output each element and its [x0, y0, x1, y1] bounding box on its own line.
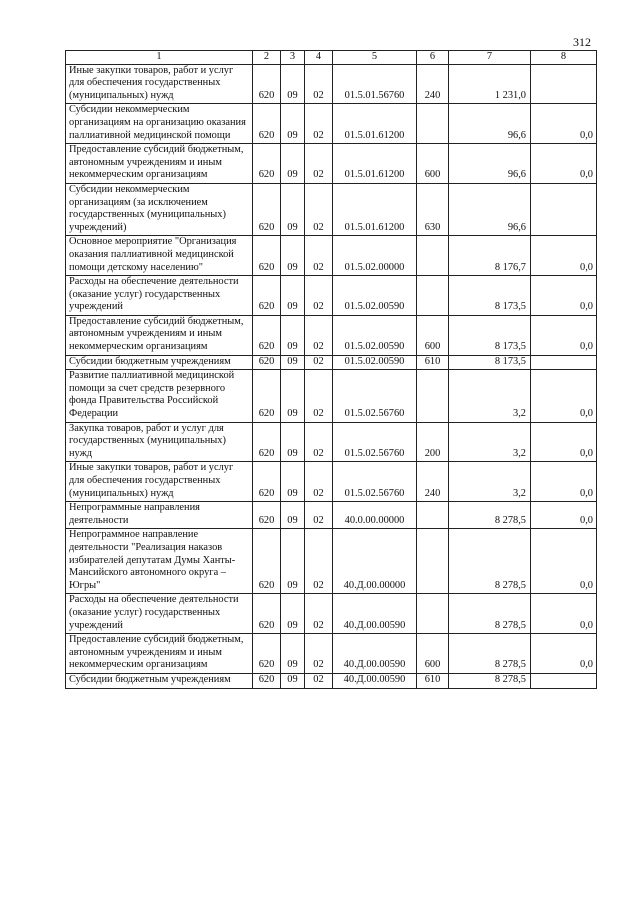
cell-code-subsection: 02 [305, 370, 333, 422]
col-header-8: 8 [531, 51, 597, 65]
cell-code-subsection: 02 [305, 355, 333, 370]
cell-code-admin: 620 [253, 502, 281, 529]
cell-code-target: 01.5.01.61200 [333, 183, 417, 235]
row-name: Непрограммное направление деятельности "Реализация наказов избирателей депутатам Думы Ханты-Мансийского автономного округа – Югры" [66, 529, 253, 594]
cell-amount: 8 173,5 [449, 315, 531, 355]
cell-amount-2: 0,0 [531, 370, 597, 422]
cell-code-subsection: 02 [305, 422, 333, 462]
cell-code-expense-type: 240 [417, 462, 449, 502]
cell-code-subsection: 02 [305, 144, 333, 184]
row-name: Основное мероприятие "Организация оказания паллиативной медицинской помощи детскому населению" [66, 236, 253, 276]
cell-code-subsection: 02 [305, 64, 333, 104]
cell-code-admin: 620 [253, 64, 281, 104]
col-header-1: 1 [66, 51, 253, 65]
cell-code-target: 01.5.01.61200 [333, 144, 417, 184]
cell-code-target: 40.Д.00.00590 [333, 634, 417, 674]
cell-code-target: 40.Д.00.00590 [333, 673, 417, 688]
table-row [66, 64, 597, 104]
cell-amount: 8 173,5 [449, 276, 531, 316]
cell-code-target: 01.5.02.00000 [333, 236, 417, 276]
cell-code-section: 09 [281, 370, 305, 422]
cell-code-subsection: 02 [305, 183, 333, 235]
row-name: Расходы на обеспечение деятельности (оказание услуг) государственных учреждений [66, 594, 253, 634]
cell-code-expense-type [417, 502, 449, 529]
cell-code-admin: 620 [253, 370, 281, 422]
cell-code-subsection: 02 [305, 236, 333, 276]
table-row [66, 144, 597, 184]
cell-code-expense-type [417, 104, 449, 144]
cell-code-subsection: 02 [305, 276, 333, 316]
cell-code-target: 40.Д.00.00590 [333, 594, 417, 634]
cell-code-expense-type: 610 [417, 355, 449, 370]
row-name: Субсидии некоммерческим организациям на организацию оказания паллиативной медицинской помощи [66, 104, 253, 144]
cell-code-admin: 620 [253, 355, 281, 370]
cell-amount-2: 0,0 [531, 144, 597, 184]
col-header-7: 7 [449, 51, 531, 65]
row-name: Непрограммные направления деятельности [66, 502, 253, 529]
cell-amount-2: 0,0 [531, 104, 597, 144]
cell-amount-2 [531, 673, 597, 688]
table-row [66, 355, 597, 370]
cell-code-section: 09 [281, 104, 305, 144]
cell-code-subsection: 02 [305, 462, 333, 502]
row-name: Закупка товаров, работ и услуг для государственных (муниципальных) нужд [66, 422, 253, 462]
table-row [66, 502, 597, 529]
cell-amount-2: 0,0 [531, 236, 597, 276]
cell-code-admin: 620 [253, 276, 281, 316]
cell-code-section: 09 [281, 502, 305, 529]
row-name: Развитие паллиативной медицинской помощи за счет средств резервного фонда Правительства Российской Федерации [66, 370, 253, 422]
cell-code-expense-type: 610 [417, 673, 449, 688]
col-header-6: 6 [417, 51, 449, 65]
cell-amount: 8 278,5 [449, 502, 531, 529]
cell-code-admin: 620 [253, 529, 281, 594]
cell-code-target: 01.5.01.56760 [333, 64, 417, 104]
cell-code-subsection: 02 [305, 594, 333, 634]
row-name: Субсидии бюджетным учреждениям [66, 673, 253, 688]
table-row [66, 183, 597, 235]
table-row [66, 276, 597, 316]
cell-code-expense-type [417, 529, 449, 594]
cell-amount-2: 0,0 [531, 529, 597, 594]
cell-code-target: 01.5.02.56760 [333, 370, 417, 422]
cell-code-subsection: 02 [305, 502, 333, 529]
cell-code-section: 09 [281, 673, 305, 688]
cell-amount: 3,2 [449, 370, 531, 422]
table-row [66, 370, 597, 422]
cell-code-subsection: 02 [305, 104, 333, 144]
cell-amount: 96,6 [449, 104, 531, 144]
cell-amount: 96,6 [449, 183, 531, 235]
table-row [66, 529, 597, 594]
cell-code-section: 09 [281, 315, 305, 355]
cell-amount-2: 0,0 [531, 634, 597, 674]
cell-code-subsection: 02 [305, 634, 333, 674]
col-header-5: 5 [333, 51, 417, 65]
cell-code-target: 01.5.02.00590 [333, 276, 417, 316]
cell-amount-2: 0,0 [531, 462, 597, 502]
cell-code-admin: 620 [253, 422, 281, 462]
table-row [66, 462, 597, 502]
cell-code-expense-type [417, 236, 449, 276]
cell-amount-2: 0,0 [531, 315, 597, 355]
cell-amount: 8 278,5 [449, 594, 531, 634]
cell-code-admin: 620 [253, 315, 281, 355]
col-header-2: 2 [253, 51, 281, 65]
cell-code-expense-type [417, 594, 449, 634]
cell-code-admin: 620 [253, 594, 281, 634]
cell-code-section: 09 [281, 529, 305, 594]
cell-code-expense-type: 240 [417, 64, 449, 104]
cell-code-subsection: 02 [305, 673, 333, 688]
cell-code-admin: 620 [253, 144, 281, 184]
cell-code-expense-type: 600 [417, 144, 449, 184]
cell-amount: 8 176,7 [449, 236, 531, 276]
cell-code-admin: 620 [253, 104, 281, 144]
cell-code-target: 01.5.02.56760 [333, 422, 417, 462]
cell-code-section: 09 [281, 594, 305, 634]
cell-code-admin: 620 [253, 236, 281, 276]
cell-amount: 3,2 [449, 462, 531, 502]
row-name: Предоставление субсидий бюджетным, автономным учреждениям и иным некоммерческим организациям [66, 634, 253, 674]
cell-code-expense-type: 200 [417, 422, 449, 462]
cell-amount: 8 278,5 [449, 634, 531, 674]
cell-code-target: 40.Д.00.00000 [333, 529, 417, 594]
row-name: Расходы на обеспечение деятельности (оказание услуг) государственных учреждений [66, 276, 253, 316]
cell-amount-2: 0,0 [531, 276, 597, 316]
cell-code-admin: 620 [253, 183, 281, 235]
cell-amount-2: 0,0 [531, 422, 597, 462]
table-row [66, 422, 597, 462]
cell-code-section: 09 [281, 462, 305, 502]
cell-amount: 3,2 [449, 422, 531, 462]
cell-code-section: 09 [281, 276, 305, 316]
cell-code-target: 01.5.02.00590 [333, 315, 417, 355]
table-row [66, 236, 597, 276]
cell-code-target: 01.5.01.61200 [333, 104, 417, 144]
cell-amount: 8 278,5 [449, 529, 531, 594]
cell-amount-2: 0,0 [531, 502, 597, 529]
cell-code-expense-type [417, 370, 449, 422]
cell-code-section: 09 [281, 355, 305, 370]
cell-code-section: 09 [281, 422, 305, 462]
cell-code-expense-type: 600 [417, 634, 449, 674]
cell-code-admin: 620 [253, 673, 281, 688]
row-name: Иные закупки товаров, работ и услуг для обеспечения государственных (муниципальных) нужд [66, 64, 253, 104]
budget-table [65, 50, 597, 689]
cell-code-section: 09 [281, 64, 305, 104]
row-name: Предоставление субсидий бюджетным, автономным учреждениям и иным некоммерческим организациям [66, 315, 253, 355]
cell-code-section: 09 [281, 144, 305, 184]
cell-amount-2: 0,0 [531, 594, 597, 634]
row-name: Субсидии бюджетным учреждениям [66, 355, 253, 370]
cell-amount-2 [531, 64, 597, 104]
col-header-4: 4 [305, 51, 333, 65]
cell-code-section: 09 [281, 183, 305, 235]
cell-amount-2 [531, 355, 597, 370]
cell-code-expense-type [417, 276, 449, 316]
cell-amount: 8 173,5 [449, 355, 531, 370]
cell-code-section: 09 [281, 236, 305, 276]
col-header-3: 3 [281, 51, 305, 65]
cell-code-expense-type: 600 [417, 315, 449, 355]
cell-amount-2 [531, 183, 597, 235]
row-name: Предоставление субсидий бюджетным, автономным учреждениям и иным некоммерческим организациям [66, 144, 253, 184]
cell-code-expense-type: 630 [417, 183, 449, 235]
cell-code-target: 01.5.02.56760 [333, 462, 417, 502]
table-row [66, 104, 597, 144]
header-row [66, 51, 597, 65]
cell-code-admin: 620 [253, 462, 281, 502]
cell-code-admin: 620 [253, 634, 281, 674]
cell-code-subsection: 02 [305, 529, 333, 594]
cell-amount: 96,6 [449, 144, 531, 184]
row-name: Субсидии некоммерческим организациям (за исключением государственных (муниципальных) учреждений) [66, 183, 253, 235]
page-number: 312 [573, 35, 591, 49]
row-name: Иные закупки товаров, работ и услуг для обеспечения государственных (муниципальных) нужд [66, 462, 253, 502]
cell-code-section: 09 [281, 634, 305, 674]
table-row [66, 634, 597, 674]
cell-code-target: 01.5.02.00590 [333, 355, 417, 370]
cell-code-subsection: 02 [305, 315, 333, 355]
cell-amount: 8 278,5 [449, 673, 531, 688]
cell-amount: 1 231,0 [449, 64, 531, 104]
table-row [66, 673, 597, 688]
table-row [66, 594, 597, 634]
table-row [66, 315, 597, 355]
cell-code-target: 40.0.00.00000 [333, 502, 417, 529]
